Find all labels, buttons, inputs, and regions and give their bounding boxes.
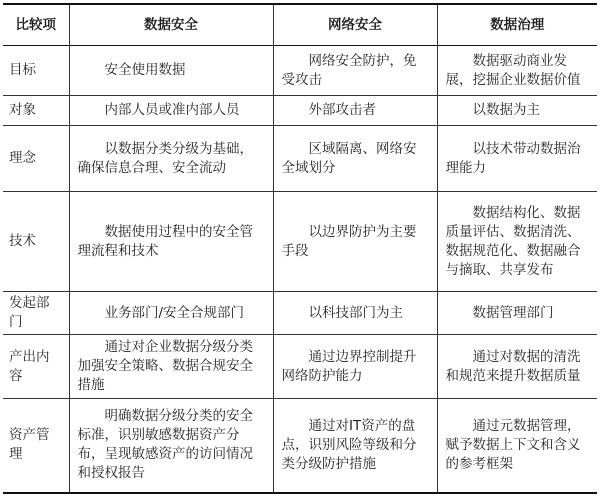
header-network-security: 网络安全 bbox=[273, 4, 437, 46]
network-security-cell: 以科技部门为主 bbox=[273, 292, 437, 335]
data-governance-cell: 以数据为主 bbox=[437, 96, 597, 126]
data-governance-cell: 数据结构化、数据质量评估、数据清洗、数据规范化、数据融合与摘取、共享发布 bbox=[437, 192, 597, 292]
table-row bbox=[3, 335, 597, 399]
row-label: 对象 bbox=[3, 96, 69, 126]
network-security-cell: 区域隔离、网络安全域划分 bbox=[273, 126, 437, 192]
table-row bbox=[3, 46, 597, 96]
data-security-cell: 安全使用数据 bbox=[69, 46, 273, 96]
header-data-governance: 数据治理 bbox=[437, 4, 597, 46]
comparison-table-wrapper bbox=[3, 3, 597, 493]
data-security-cell: 通过对企业数据分级分类加强安全策略、数据合规安全措施 bbox=[69, 335, 273, 399]
network-security-cell: 外部攻击者 bbox=[273, 96, 437, 126]
table-header-row bbox=[3, 4, 597, 46]
network-security-cell: 通过对IT资产的盘点，识别风险等级和分类分级防护措施 bbox=[273, 399, 437, 493]
data-governance-cell: 数据管理部门 bbox=[437, 292, 597, 335]
header-data-security: 数据安全 bbox=[69, 4, 273, 46]
header-item: 比较项 bbox=[3, 4, 69, 46]
data-security-cell: 数据使用过程中的安全管理流程和技术 bbox=[69, 192, 273, 292]
table-row bbox=[3, 292, 597, 335]
network-security-cell: 网络安全防护，免受攻击 bbox=[273, 46, 437, 96]
data-security-cell: 业务部门/安全合规部门 bbox=[69, 292, 273, 335]
table-row bbox=[3, 399, 597, 493]
comparison-table bbox=[3, 3, 597, 494]
data-governance-cell: 数据驱动商业发展，挖掘企业数据价值 bbox=[437, 46, 597, 96]
data-governance-cell: 通过元数据管理，赋予数据上下文和含义的参考框架 bbox=[437, 399, 597, 493]
row-label: 技术 bbox=[3, 192, 69, 292]
network-security-cell: 以边界防护为主要手段 bbox=[273, 192, 437, 292]
row-label: 理念 bbox=[3, 126, 69, 192]
table-row bbox=[3, 192, 597, 292]
row-label: 资产管理 bbox=[3, 399, 69, 493]
table-row bbox=[3, 96, 597, 126]
data-security-cell: 以数据分类分级为基础，确保信息合理、安全流动 bbox=[69, 126, 273, 192]
row-label: 发起部门 bbox=[3, 292, 69, 335]
data-governance-cell: 通过对数据的清洗和规范来提升数据质量 bbox=[437, 335, 597, 399]
row-label: 目标 bbox=[3, 46, 69, 96]
data-governance-cell: 以技术带动数据治理能力 bbox=[437, 126, 597, 192]
data-security-cell: 内部人员或准内部人员 bbox=[69, 96, 273, 126]
row-label: 产出内容 bbox=[3, 335, 69, 399]
table-row bbox=[3, 126, 597, 192]
network-security-cell: 通过边界控制提升网络防护能力 bbox=[273, 335, 437, 399]
data-security-cell: 明确数据分级分类的安全标准，识别敏感数据资产分布，呈现敏感资产的访问情况和授权报告 bbox=[69, 399, 273, 493]
